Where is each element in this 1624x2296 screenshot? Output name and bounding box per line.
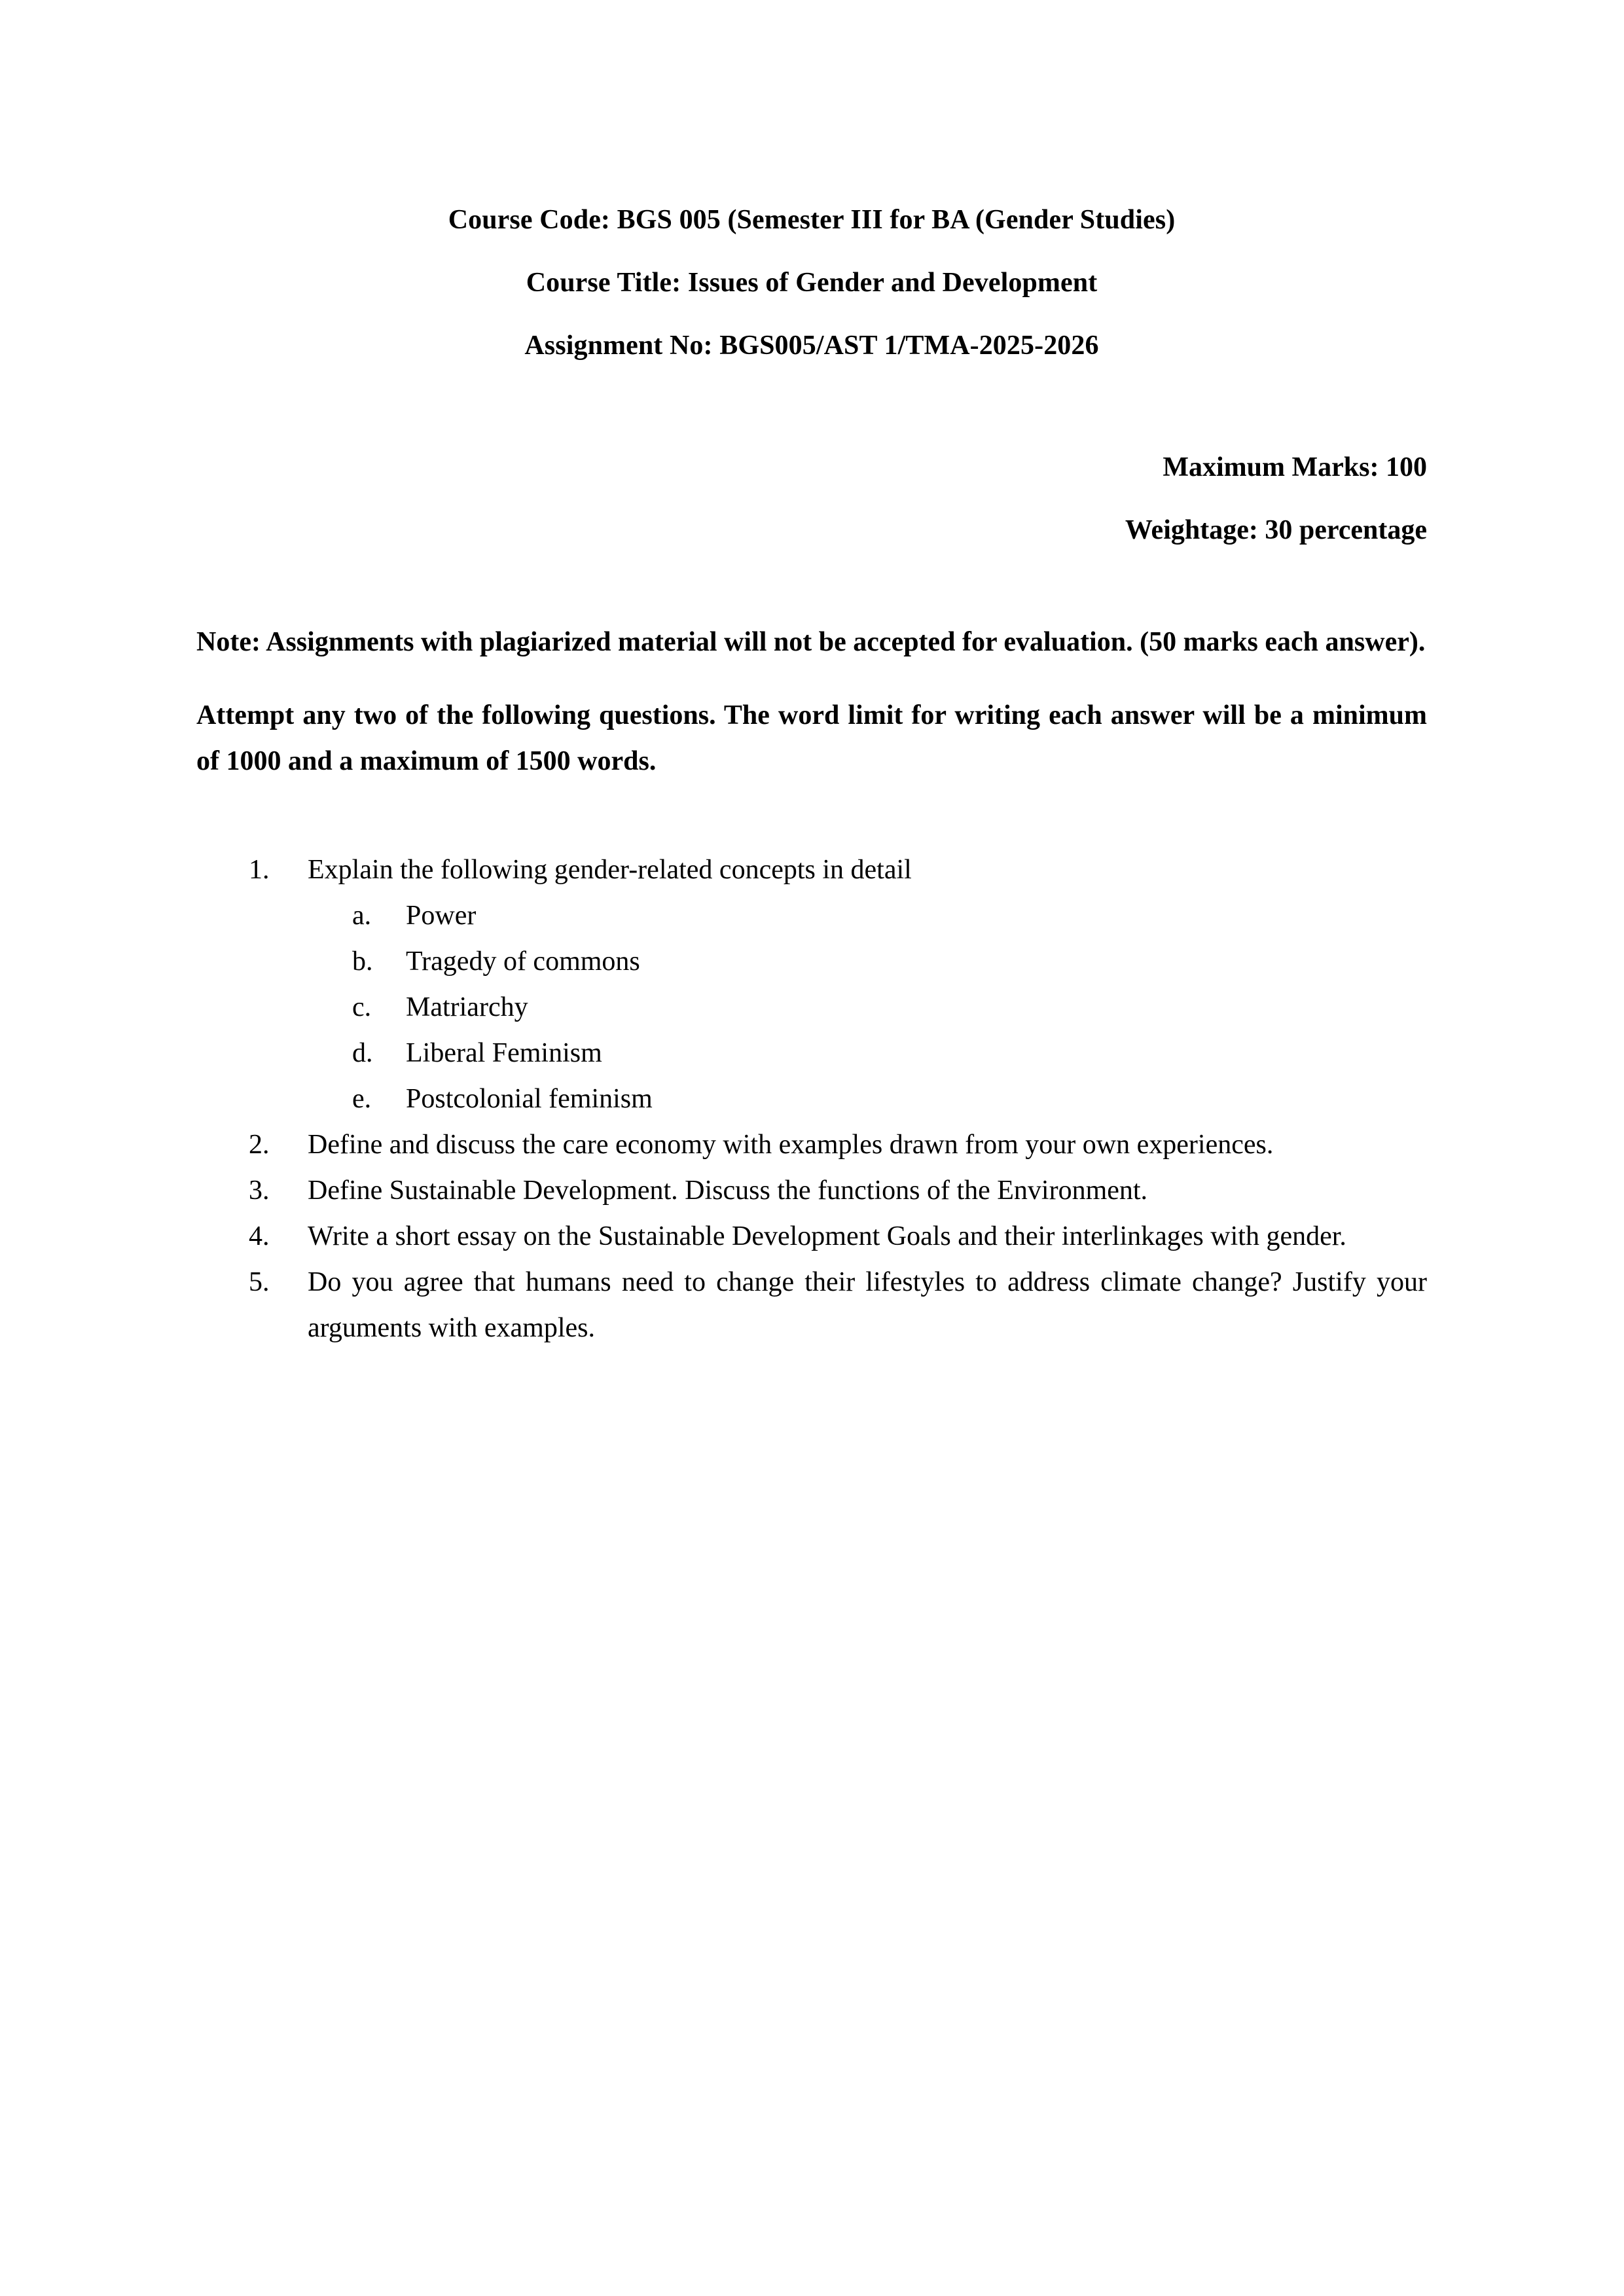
- question-list: [196, 847, 1427, 1351]
- question-text: Define Sustainable Development. Discuss the functions of the Environment.: [308, 1175, 1148, 1206]
- sub-item: [352, 984, 1427, 1030]
- question-item: [249, 1168, 1427, 1213]
- sub-item-text: Tragedy of commons: [406, 946, 640, 977]
- question-text: Explain the following gender-related concepts in detail: [308, 855, 912, 885]
- question-text: Do you agree that humans need to change their lifestyles to address climate change? Justify your arguments with examples.: [308, 1267, 1427, 1343]
- course-title-line: Course Title: Issues of Gender and Development: [526, 268, 1098, 298]
- sub-item-marker: c.: [352, 992, 372, 1022]
- sub-item-marker: a.: [352, 901, 372, 931]
- marks-block: [196, 436, 1427, 562]
- attempt-instruction: Attempt any two of the following questions. The word limit for writing each answer will be a minimum of 1000 and a maximum of 1500 words.: [196, 700, 1427, 776]
- question-sublist: [308, 893, 1427, 1122]
- sub-item-text: Postcolonial feminism: [406, 1084, 653, 1114]
- sub-item: [352, 1030, 1427, 1076]
- question-item: [249, 847, 1427, 1122]
- sub-item-text: Liberal Feminism: [406, 1038, 602, 1068]
- sub-item: [352, 939, 1427, 984]
- question-marker: 4.: [249, 1221, 270, 1251]
- question-item: [249, 1259, 1427, 1351]
- question-item: [249, 1122, 1427, 1168]
- assignment-no-line: Assignment No: BGS005/AST 1/TMA-2025-2026: [524, 331, 1099, 361]
- sub-item-text: Matriarchy: [406, 992, 528, 1022]
- question-marker: 2.: [249, 1130, 270, 1160]
- question-marker: 5.: [249, 1267, 270, 1297]
- maximum-marks-line: Maximum Marks: 100: [1163, 452, 1427, 482]
- plagiarism-note: Note: Assignments with plagiarized material will not be accepted for evaluation. (50 marks each answer).: [196, 627, 1426, 657]
- question-text: Define and discuss the care economy with examples drawn from your own experiences.: [308, 1130, 1274, 1160]
- sub-item: [352, 893, 1427, 939]
- course-code-line: Course Code: BGS 005 (Semester III for BA (Gender Studies): [448, 205, 1176, 235]
- weightage-line: Weightage: 30 percentage: [1125, 515, 1427, 545]
- question-text: Write a short essay on the Sustainable Development Goals and their interlinkages with gender.: [308, 1221, 1346, 1251]
- notes-block: [196, 619, 1427, 784]
- sub-item-marker: e.: [352, 1084, 372, 1114]
- sub-item-text: Power: [406, 901, 477, 931]
- page-content: [196, 0, 1427, 1351]
- course-header: [196, 0, 1427, 377]
- sub-item-marker: d.: [352, 1038, 373, 1068]
- sub-item: [352, 1076, 1427, 1122]
- question-item: [249, 1213, 1427, 1259]
- question-marker: 1.: [249, 855, 270, 885]
- question-marker: 3.: [249, 1175, 270, 1206]
- sub-item-marker: b.: [352, 946, 373, 977]
